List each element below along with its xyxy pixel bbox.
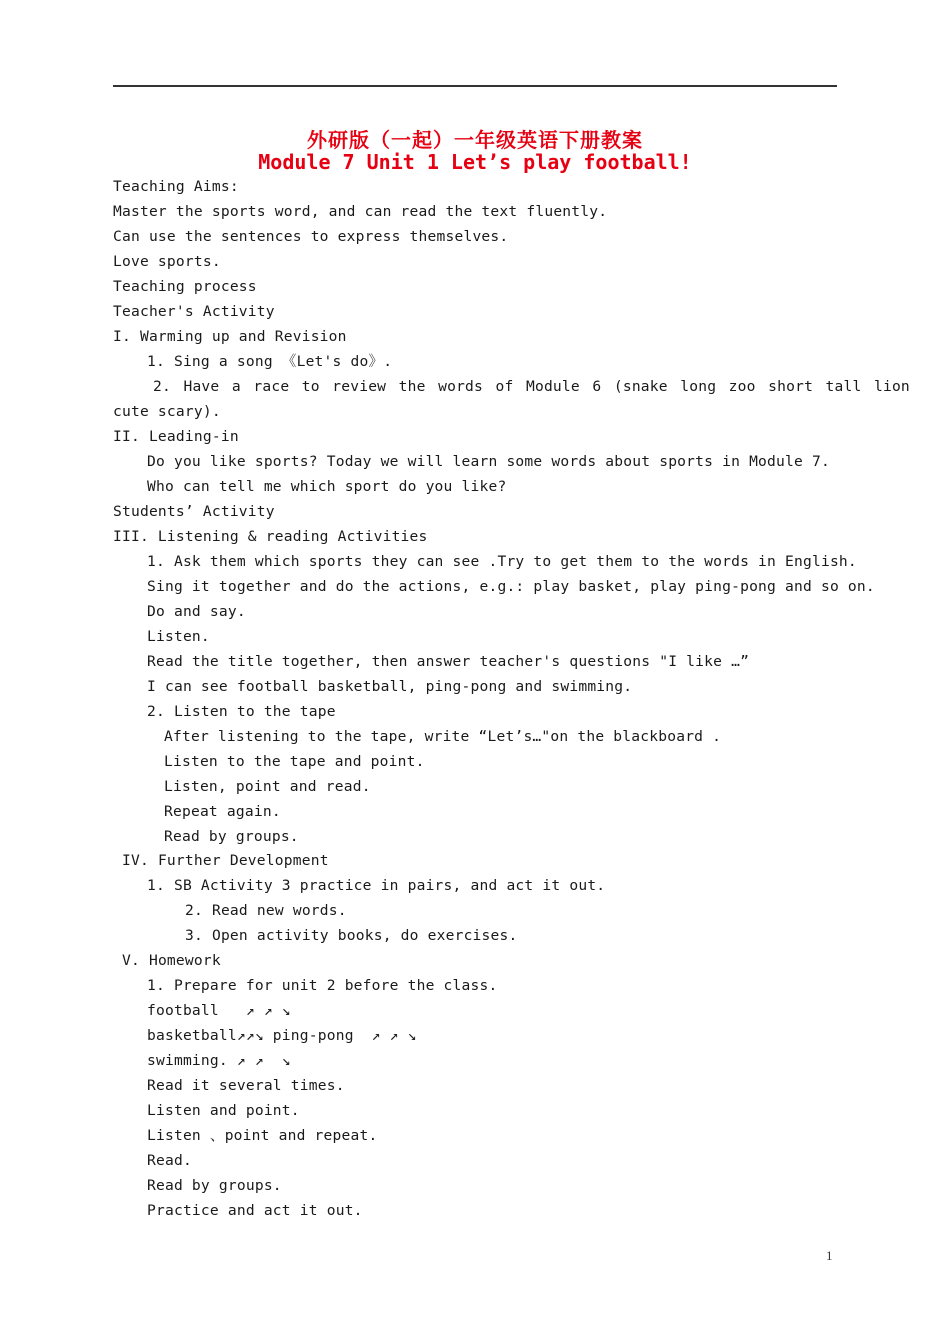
text-line: Do you like sports? Today we will learn some words about sports in Module 7. [147,453,830,470]
section-heading: III. Listening & reading Activities [113,528,428,545]
text-line: Practice and act it out. [147,1202,363,1219]
section-heading: IV. Further Development [122,852,329,869]
text-line: Read by groups. [147,1177,282,1194]
text-line: 2. Listen to the tape [147,703,336,720]
text-line: Listen and point. [147,1102,300,1119]
document-title-chinese: 外研版（一起）一年级英语下册教案 [307,128,643,152]
header-rule [113,85,837,87]
text-line: 1. Prepare for unit 2 before the class. [147,977,498,994]
text-line: Read the title together, then answer teacher's questions "I like …” [147,653,750,670]
text-line: Read it several times. [147,1077,345,1094]
text-line: swimming. ↗ ↗ ↘ [147,1052,291,1069]
text-line: Listen. [147,628,210,645]
text-line: Repeat again. [164,803,281,820]
text-line: 3. Open activity books, do exercises. [185,927,518,944]
text-line: Read. [147,1152,192,1169]
text-line: Students’ Activity [113,503,275,520]
text-line: 1. Sing a song 《Let's do》. [147,353,393,370]
text-line: 1. SB Activity 3 practice in pairs, and act it out. [147,877,606,894]
document-title-english: Module 7 Unit 1 Let’s play football! [258,150,692,174]
text-line: I can see football basketball, ping-pong and swimming. [147,678,633,695]
text-line: 2. Read new words. [185,902,347,919]
text-line: After listening to the tape, write “Let’s…"on the blackboard . [164,728,722,745]
text-line: football ↗ ↗ ↘ [147,1002,291,1019]
text-line: 1. Ask them which sports they can see .Try to get them to the words in English. [147,553,857,570]
section-heading: V. Homework [122,952,221,969]
text-line: Read by groups. [164,828,299,845]
text-line: Who can tell me which sport do you like? [147,478,507,495]
text-line: Can use the sentences to express themselves. [113,228,509,245]
text-line: Teacher's Activity [113,303,275,320]
text-line: Listen 、point and repeat. [147,1127,378,1144]
section-heading: I. Warming up and Revision [113,328,347,345]
text-line: Listen, point and read. [164,778,371,795]
section-heading: II. Leading-in [113,428,239,445]
text-line: cute scary). [113,403,221,420]
text-line: 2. Have a race to review the words of Module 6 (snake long zoo short tall lion [153,378,910,395]
text-line: Listen to the tape and point. [164,753,425,770]
text-line: Sing it together and do the actions, e.g.: play basket, play ping-pong and so on. [147,578,875,595]
text-line: Love sports. [113,253,221,270]
text-line: Teaching process [113,278,257,295]
page-number: 1 [826,1248,833,1263]
text-line: basketball↗↗↘ ping-pong ↗ ↗ ↘ [147,1027,417,1044]
text-line: Master the sports word, and can read the text fluently. [113,203,608,220]
text-line: Do and say. [147,603,246,620]
text-line: Teaching Aims: [113,178,239,195]
